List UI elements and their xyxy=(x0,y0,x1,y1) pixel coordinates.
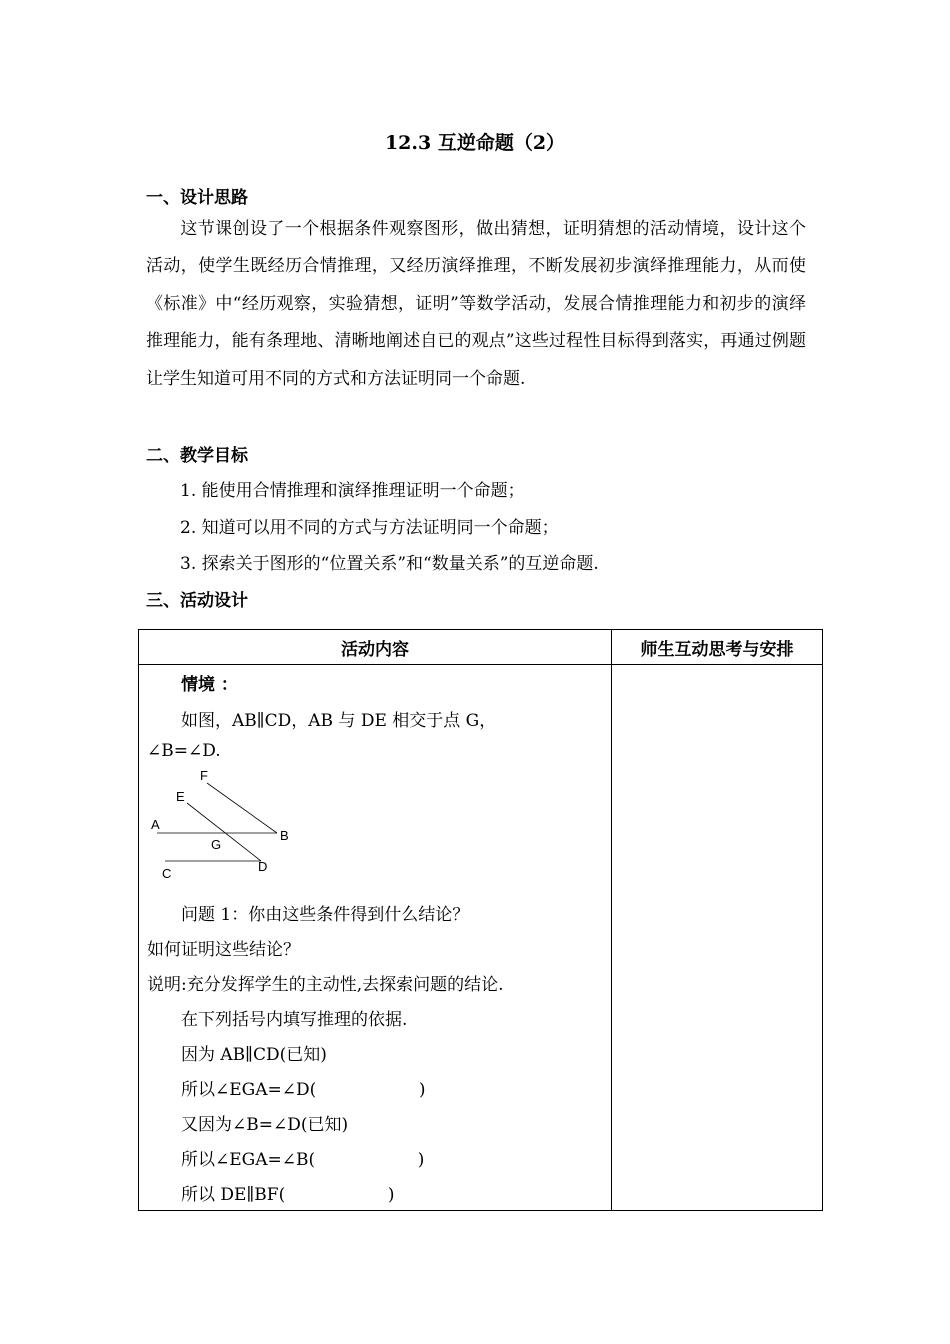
question-1a: 问题 1：你由这些条件得到什么结论？ xyxy=(181,905,470,925)
label-g: G xyxy=(211,837,222,852)
geometry-figure xyxy=(147,767,307,887)
section3-heading: 三、活动设计 xyxy=(146,591,248,611)
label-d: D xyxy=(258,859,268,874)
proof-step-4: 所以∠EGA=∠B( ) xyxy=(181,1150,425,1170)
label-b: B xyxy=(280,828,289,843)
section2-heading: 二、教学目标 xyxy=(146,446,248,466)
label-e: E xyxy=(176,789,185,804)
objective-item-1: 1. 能使用合情推理和演绎推理证明一个命题； xyxy=(180,481,525,501)
line-fb xyxy=(207,783,277,833)
label-f: F xyxy=(200,768,208,783)
activity-content-cell xyxy=(139,665,612,1211)
interaction-cell xyxy=(612,665,823,1211)
fill-instruction: 在下列括号内填写推理的依据. xyxy=(181,1010,408,1030)
proof-step-5: 所以 DE∥BF( ) xyxy=(181,1185,395,1205)
section1-heading: 一、设计思路 xyxy=(146,188,248,208)
col-header-content: 活动内容 xyxy=(139,630,612,665)
objective-item-2: 2. 知道可以用不同的方式与方法证明同一个命题； xyxy=(180,518,559,538)
activity-table xyxy=(138,629,823,1211)
section1-text: 这节课创设了一个根据条件观察图形，做出猜想，证明猜想的活动情境，设计这个活动，使学生既经历合情推理，又经历演绎推理，不断发展初步演绎推理能力，从而使《标准》中“经历观察，实验猜想，证明”等数学活动，发展合情推理能力和初步的演绎推理能力，能有条理地、清晰地阐述自已的观点”这些过程性目标得到落实，再通过例题让学生知道可用不同的方式和方法证明同一个命题. xyxy=(146,219,806,389)
situation-label: 情境 ： xyxy=(181,675,238,695)
label-c: C xyxy=(162,866,172,881)
proof-step-3: 又因为∠B=∠D(已知) xyxy=(181,1115,349,1135)
section1-body xyxy=(146,211,806,398)
objective-item-3: 3. 探索关于图形的“位置关系”和“数量关系”的互逆命题. xyxy=(180,554,599,574)
col-header-interaction: 师生互动思考与安排 xyxy=(612,630,823,665)
explanation-note: 说明:充分发挥学生的主动性,去探索问题的结论. xyxy=(147,975,504,995)
page-title: 12.3 互逆命题（2） xyxy=(384,132,566,154)
line-ed xyxy=(187,803,261,861)
proof-step-2: 所以∠EGA=∠D( ) xyxy=(181,1080,426,1100)
proof-step-1: 因为 AB∥CD(已知) xyxy=(181,1045,327,1065)
given-line-2: ∠B=∠D. xyxy=(147,741,221,761)
given-line-1: 如图，AB∥CD，AB 与 DE 相交于点 G， xyxy=(181,711,497,731)
label-a: A xyxy=(151,817,160,832)
question-1b: 如何证明这些结论？ xyxy=(147,940,300,960)
